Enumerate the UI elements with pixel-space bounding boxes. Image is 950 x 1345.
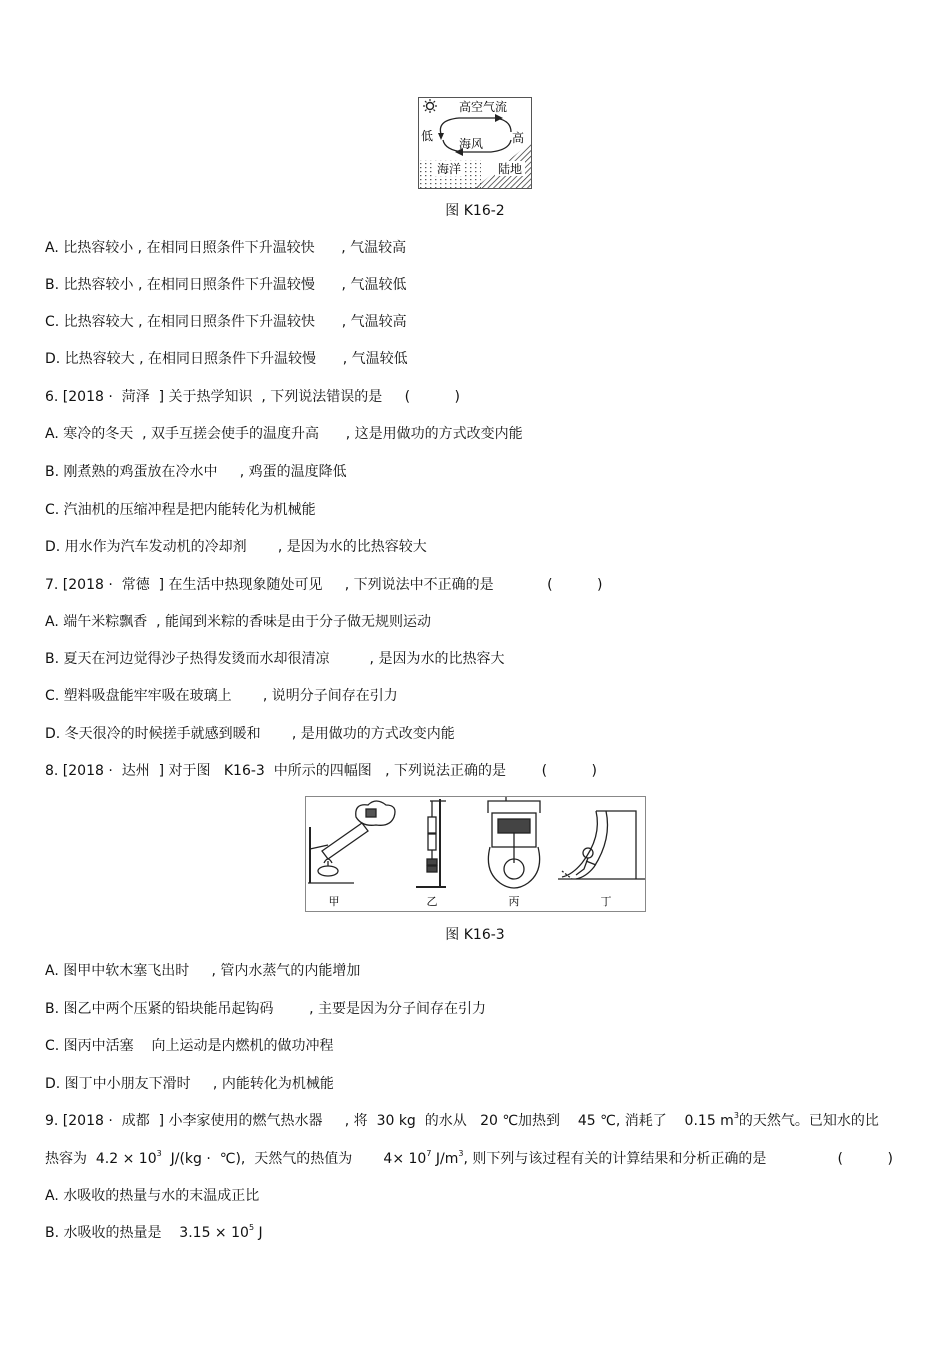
label-jia: 甲 <box>328 895 340 908</box>
q9-stem-line2 <box>45 1150 893 1168</box>
q9-option-b-unit: J <box>254 1225 263 1241</box>
q9-line2-text: 热容为 4.2 × 10 <box>45 1151 157 1167</box>
label-yi: 乙 <box>426 895 438 908</box>
q9-stem-line1 <box>45 1112 879 1130</box>
q9-line1-text-end: 的天然气。已知水的比 <box>738 1113 879 1129</box>
q9-line2-exponent-3: 3 <box>458 1149 464 1158</box>
sun-icon <box>423 99 437 113</box>
figure-caption-k16-3: 图 K16-3 <box>445 927 505 943</box>
figure-four-experiments <box>305 796 646 912</box>
q5-option-b: B. 比热容较小 , 在相同日照条件下升温较慢 , 气温较低 <box>45 277 407 293</box>
four-experiments-diagram <box>306 797 645 911</box>
label-high: 高 <box>512 131 525 145</box>
q8-option-a: A. 图甲中软木塞飞出时 , 管内水蒸气的内能增加 <box>45 963 361 979</box>
q9-line2-exponent-1: 3 <box>156 1149 162 1158</box>
q9-option-b <box>45 1224 263 1242</box>
label-high-altitude-airflow: 高空气流 <box>458 100 508 114</box>
panel-yi <box>416 799 446 887</box>
q7-option-a: A. 端午米粽飘香 , 能闻到米粽的香味是由于分子做无规则运动 <box>45 614 432 630</box>
q6-stem: 6. [2018 · 菏泽 ] 关于热学知识 , 下列说法错误的是 ( ) <box>45 389 460 405</box>
q7-option-b: B. 夏天在河边觉得沙子热得发烫而水却很清凉 , 是因为水的比热容大 <box>45 651 505 667</box>
q9-option-a: A. 水吸收的热量与水的末温成正比 <box>45 1188 260 1204</box>
q9-line1-exponent: 3 <box>733 1111 739 1120</box>
sea-breeze-diagram <box>419 98 531 188</box>
label-bing: 丙 <box>508 895 520 908</box>
q8-option-d: D. 图丁中小朋友下滑时 , 内能转化为机械能 <box>45 1076 334 1092</box>
q7-stem: 7. [2018 · 常德 ] 在生活中热现象随处可见 , 下列说法中不正确的是 ( ) <box>45 577 603 593</box>
label-low: 低 <box>421 129 434 143</box>
q5-option-a: A. 比热容较小 , 在相同日照条件下升温较快 , 气温较高 <box>45 240 407 256</box>
q7-option-d: D. 冬天很冷的时候搓手就感到暖和 , 是用做功的方式改变内能 <box>45 726 455 742</box>
q6-option-b: B. 刚煮熟的鸡蛋放在冷水中 , 鸡蛋的温度降低 <box>45 464 347 480</box>
q9-line2-text-c: J/m <box>431 1151 459 1167</box>
panel-bing <box>488 797 540 888</box>
q9-option-b-text: B. 水吸收的热量是 3.15 × 10 <box>45 1225 249 1241</box>
q9-line2-text-b: J/(kg · ℃), 天然气的热值为 4× 10 <box>161 1151 427 1167</box>
q6-option-d: D. 用水作为汽车发动机的冷却剂 , 是因为水的比热容较大 <box>45 539 427 555</box>
panel-ding <box>558 811 645 879</box>
label-ding: 丁 <box>600 895 612 908</box>
q9-line1-text: 9. [2018 · 成都 ] 小李家使用的燃气热水器 , 将 30 kg 的水从 20 ℃加热到 45 ℃, 消耗了 0.15 m <box>45 1113 734 1129</box>
q9-line2-text-d: , 则下列与该过程有关的计算结果和分析正确的是 ( ) <box>463 1151 893 1167</box>
label-sea-breeze: 海风 <box>458 137 484 151</box>
q5-option-c: C. 比热容较大 , 在相同日照条件下升温较快 , 气温较高 <box>45 314 407 330</box>
arrow-head <box>495 114 503 122</box>
q6-option-c: C. 汽油机的压缩冲程是把内能转化为机械能 <box>45 502 316 518</box>
figure-sea-breeze <box>418 97 532 189</box>
q7-option-c: C. 塑料吸盘能牢牢吸在玻璃上 , 说明分子间存在引力 <box>45 688 398 704</box>
figure-caption-k16-2: 图 K16-2 <box>445 203 505 219</box>
arrow-head <box>438 133 444 140</box>
q9-line2-exponent-2: 7 <box>426 1149 432 1158</box>
q5-option-d: D. 比热容较大 , 在相同日照条件下升温较慢 , 气温较低 <box>45 351 408 367</box>
label-land: 陆地 <box>497 162 523 176</box>
q8-option-b: B. 图乙中两个压紧的铅块能吊起钩码 , 主要是因为分子间存在引力 <box>45 1001 487 1017</box>
q9-option-b-exponent: 5 <box>248 1223 255 1232</box>
q6-option-a: A. 寒冷的冬天 , 双手互搓会使手的温度升高 , 这是用做功的方式改变内能 <box>45 426 523 442</box>
q8-stem: 8. [2018 · 达州 ] 对于图 K16-3 中所示的四幅图 , 下列说法正确的是 ( ) <box>45 763 597 779</box>
panel-jia <box>308 801 395 883</box>
label-sea: 海洋 <box>436 162 462 176</box>
q8-option-c: C. 图丙中活塞 向上运动是内燃机的做功冲程 <box>45 1038 334 1054</box>
